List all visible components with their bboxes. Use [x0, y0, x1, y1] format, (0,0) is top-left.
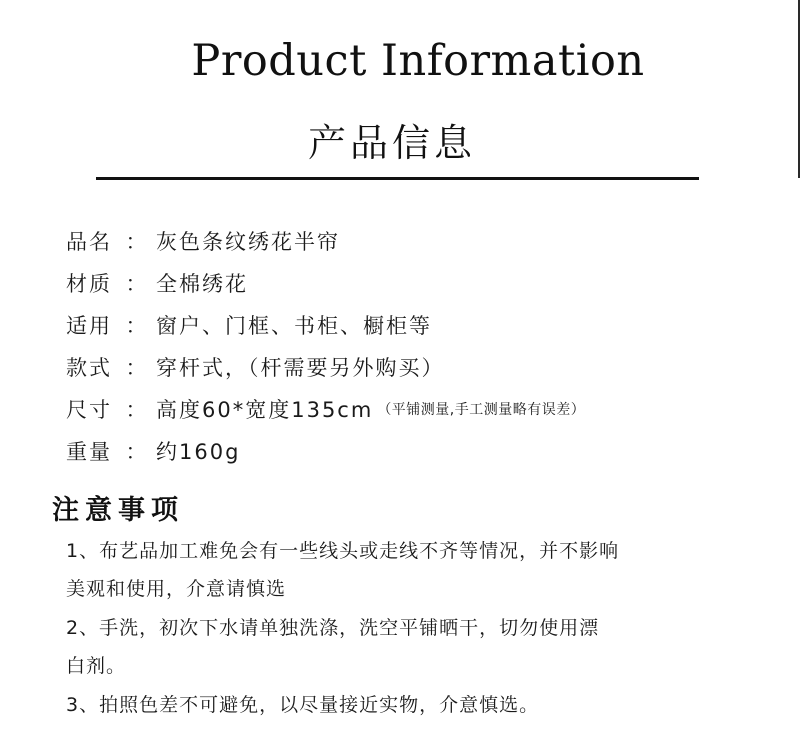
note-line: 白剂。: [66, 655, 127, 678]
spec-row-name: [66, 220, 766, 262]
spec-row-material: [66, 262, 766, 304]
spec-separator: ：: [125, 272, 149, 296]
spec-list: [66, 220, 766, 472]
spec-value: 灰色条纹绣花半帘: [156, 230, 340, 254]
spec-note: （平铺测量,手工测量略有误差）: [377, 402, 586, 418]
spec-separator: ：: [125, 398, 149, 422]
spec-row-usage: [66, 304, 766, 346]
spec-value: 窗户、门框、书柜、橱柜等: [156, 314, 432, 338]
spec-separator: ：: [125, 314, 149, 338]
spec-value: 高度60*宽度135cm: [156, 398, 374, 422]
spec-row-weight: [66, 430, 766, 472]
title-divider: [96, 177, 699, 180]
spec-label: 品名: [66, 230, 112, 254]
spec-separator: ：: [125, 440, 149, 464]
notes-heading: 注意事项: [52, 495, 184, 526]
spec-value: 穿杆式，（杆需要另外购买）: [156, 356, 445, 380]
note-line: 2、手洗，初次下水请单独洗涤，洗空平铺晒干，切勿使用漂: [66, 616, 600, 639]
spec-label: 重量: [66, 440, 112, 464]
note-line: 1、布艺品加工难免会有一些线头或走线不齐等情况，并不影响: [66, 539, 620, 562]
spec-label: 尺寸: [66, 398, 112, 422]
spec-label: 适用: [66, 314, 112, 338]
spec-row-style: [66, 346, 766, 388]
page-title-chinese: 产品信息: [307, 121, 476, 165]
spec-value: 全棉绣花: [156, 272, 248, 296]
notes-list: [66, 530, 716, 723]
spec-label: 款式: [66, 356, 112, 380]
page-title-english: Product Information: [191, 36, 645, 86]
note-line: 3、拍照色差不可避免，以尽量接近实物，介意慎选。: [66, 693, 540, 716]
spec-separator: ：: [125, 356, 149, 380]
spec-value: 约160g: [156, 440, 241, 464]
spec-row-size: [66, 388, 766, 430]
note-line: 美观和使用，介意请慎选: [66, 578, 287, 601]
spec-separator: ：: [125, 230, 149, 254]
spec-label: 材质: [66, 272, 112, 296]
